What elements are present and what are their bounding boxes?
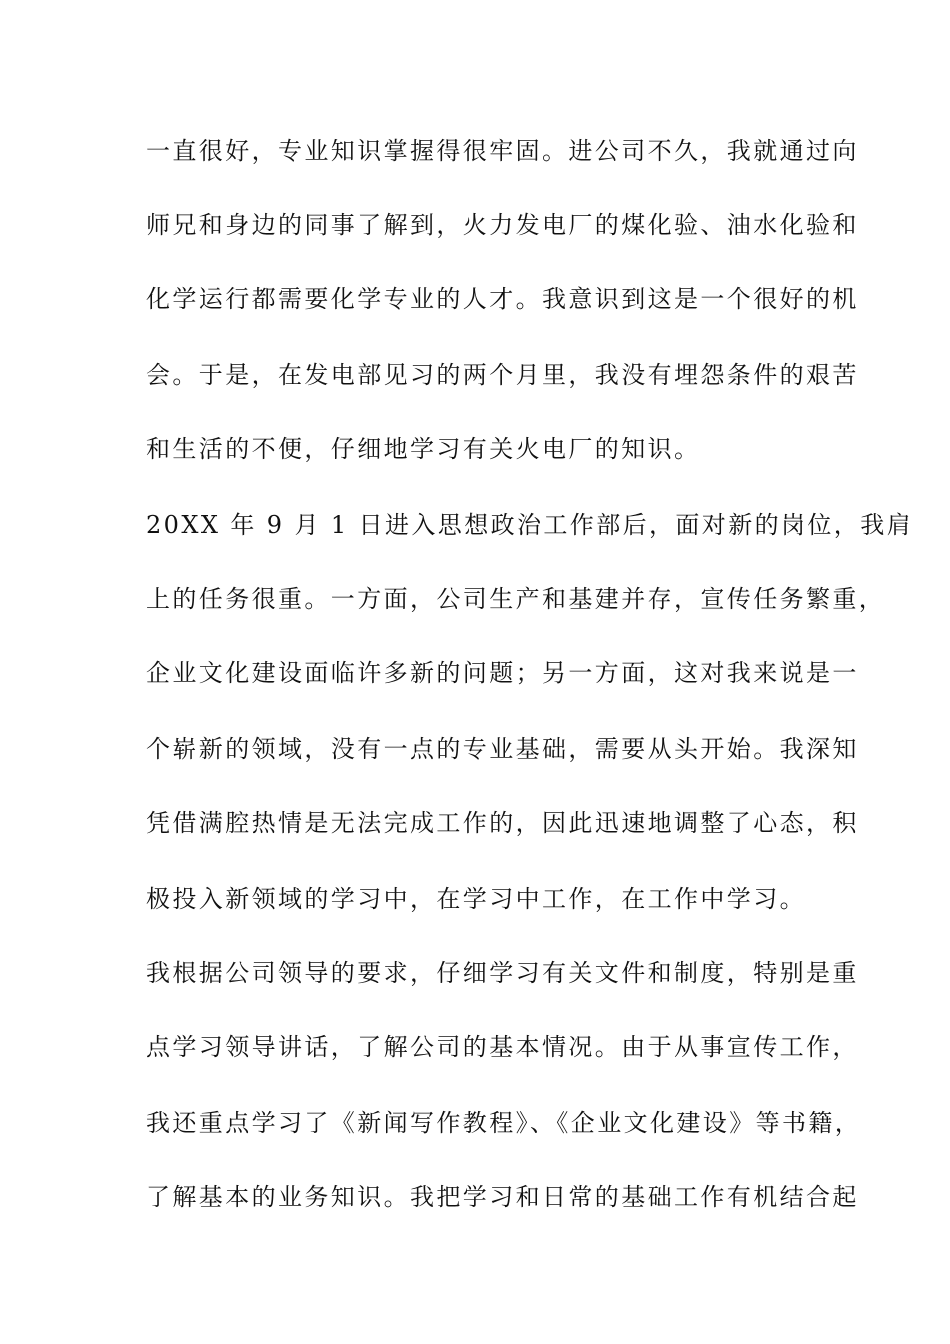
text-line: 凭借满腔热情是无法完成工作的，因此迅速地调整了心态，积: [146, 809, 859, 837]
text-line: 点学习领导讲话，了解公司的基本情况。由于从事宣传工作，: [146, 1033, 859, 1061]
text-line: 我还重点学习了《新闻写作教程》、《企业文化建设》等书籍，: [146, 1109, 862, 1137]
text-line: 了解基本的业务知识。我把学习和日常的基础工作有机结合起: [146, 1183, 859, 1211]
text-line: 会。于是，在发电部见习的两个月里，我没有埋怨条件的艰苦: [146, 361, 859, 389]
text-line: 一直很好，专业知识掌握得很牢固。进公司不久，我就通过向: [146, 137, 859, 165]
text-line: 极投入新领域的学习中，在学习中工作，在工作中学习。: [146, 885, 806, 913]
text-line: 企业文化建设面临许多新的问题；另一方面，这对我来说是一: [146, 659, 859, 687]
text-line: 和生活的不便，仔细地学习有关火电厂的知识。: [146, 435, 701, 463]
text-line: 师兄和身边的同事了解到，火力发电厂的煤化验、油水化验和: [146, 211, 859, 239]
text-line: 化学运行都需要化学专业的人才。我意识到这是一个很好的机: [146, 285, 859, 313]
text-line: 个崭新的领域，没有一点的专业基础，需要从头开始。我深知: [146, 735, 859, 763]
text-line: 我根据公司领导的要求，仔细学习有关文件和制度，特别是重: [146, 959, 859, 987]
text-line: 20XX 年 9 月 1 日进入思想政治工作部后，面对新的岗位，我肩: [146, 511, 913, 539]
text-line: 上的任务很重。一方面，公司生产和基建并存，宣传任务繁重，: [146, 585, 886, 613]
